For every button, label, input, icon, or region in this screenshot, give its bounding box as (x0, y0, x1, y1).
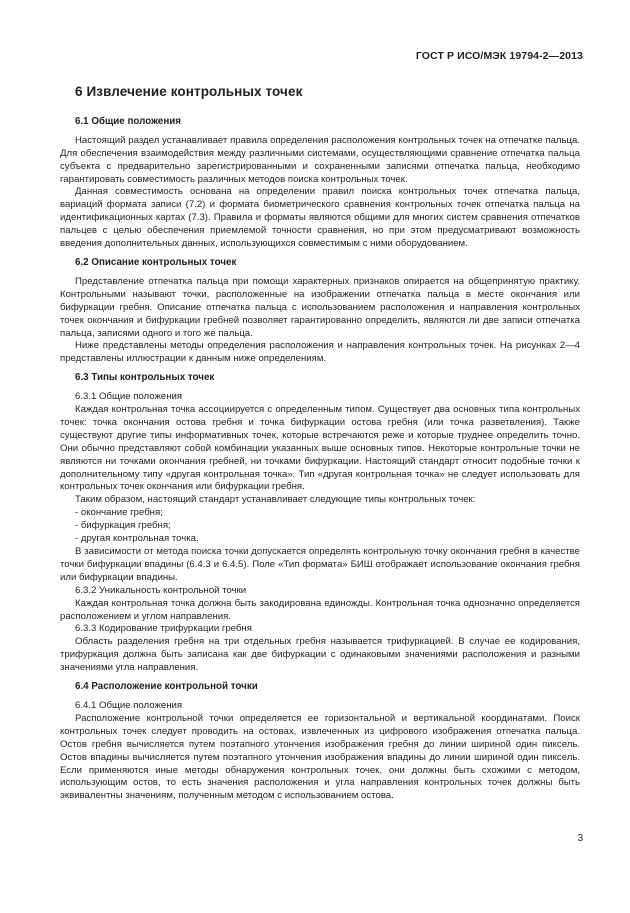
paragraph: Таким образом, настоящий стандарт устанавливает следующие типы контрольных точек: (75, 494, 476, 506)
clause-heading: 6.3.3 Кодирование трифуркации гребня (75, 623, 252, 635)
paragraph: Расположение контрольной точки определяется ее горизонтальной и вертикальной координатами. Поиск контрольных точек следует проводить на остовах, извлеченных из цифрового изображения отпечатка пальца. Остов гребня вычисляется путем поэтапного утончения изображения гребня до линии шириной один пиксель. Остов впадины вычисляется путем поэтапного утончения изображения впадины до линии шириной один пиксель. Если применяются иные методы обнаружения контрольных точек, они должны быть схожими с методом, использующим остов, то есть значения расположения и угла направления контрольных точек должны быть эквивалентны значениям, полученным методом с использованием остова. (60, 712, 580, 802)
paragraph: Представление отпечатка пальца при помощи характерных признаков опирается на общепринятую практику. Контрольными называют точки, расположенные на изображении отпечатка пальца в месте окончания или бифуркации гребня. Описание отпечатка пальца с использованием расположения и направления контрольных точек окончания и бифуркации гребней позволяет гарантированно определить, являются ли две записи отпечатка пальца, записями одного и того же пальца. (60, 275, 580, 339)
subsection-heading: 6.2 Описание контрольных точек (75, 256, 237, 268)
paragraph: Каждая контрольная точка должна быть закодирована единожды. Контрольная точка однозначно определяется расположением и углом направления. (60, 597, 580, 622)
section-title: 6 Извлечение контрольных точек (75, 84, 303, 99)
subsection-heading: 6.1 Общие положения (75, 115, 182, 127)
page-content (60, 86, 580, 809)
paragraph: Ниже представлены методы определения расположения и направления контрольных точек. На рисунках 2—4 представлены иллюстрации к данным ниже определениям. (60, 340, 580, 365)
page-number: 3 (577, 833, 583, 844)
paragraph: Область разделения гребня на три отдельных гребня называется трифуркацией. В случае ее кодирования, трифуркация должна быть записана как две бифуркации с одинаковыми значениями расположения и разными значениями угла направления. (60, 636, 580, 674)
paragraph: В зависимости от метода поиска точки допускается определять контрольную точку окончания гребня в качестве точки бифуркации впадины (6.4.3 и 6.4.5). Поле «Тип формата» БИШ отображает использование окончания гребня или бифуркации впадины. (60, 546, 580, 583)
list-item: - окончание гребня; (75, 507, 163, 519)
paragraph: Данная совместимость основана на определении правил поиска контрольных точек отпечатка пальца, вариаций формата записи (7.2) и формата биометрического сравнения контрольных точек отпечатка пальца на идентификационных картах (7.3). Правила и форматы являются общими для многих систем сравнения отпечатков пальцев с целью обеспечения приемлемой точности сравнения, но при этом предусматривают возможность введения дополнительных данных, использующихся совместимым с ними оборудованием. (60, 186, 580, 250)
list-item: - бифуркация гребня; (75, 520, 171, 532)
clause-heading: 6.3.1 Общие положения (75, 391, 183, 403)
subsection-heading: 6.3 Типы контрольных точек (75, 372, 215, 384)
list-item: - другая контрольная точка. (75, 533, 199, 545)
subsection-6-3 (60, 372, 580, 675)
subsection-6-4 (60, 681, 580, 803)
clause-heading: 6.3.2 Уникальность контрольной точки (75, 584, 247, 596)
paragraph: Каждая контрольная точка ассоциируется с определенным типом. Существует два основных типа контрольных точек: точка окончания остова гребня и точка бифуркации остова гребня (или точка разветвления). Также существуют другие типы информативных точек, которые встречаются реже и которые труднее определить точно. Они обычно представляют собой комбинации указанных выше основных типов. Некоторые контрольные точки не являются ни точками окончания гребней, ни точками бифуркации. Настоящий стандарт относит подобные точки к дополнительному типу «другая контрольная точка». Тип «другая контрольная точка» не следует использовать для контрольных точек окончания или бифуркации гребня. (60, 404, 580, 493)
document-code: ГОСТ Р ИСО/МЭК 19794-2—2013 (415, 50, 583, 62)
paragraph: Настоящий раздел устанавливает правила определения расположения контрольных точек на отпечатке пальца. Для обеспечения взаимодействия между различными системами, осуществляющими сравнение отпечатка пальца субъекта с предварительно зарегистрированными и сохраненными записями отпечатка пальца, необходимо гарантировать совместимость различных методов поиска контрольных точек. (60, 134, 580, 185)
subsection-heading: 6.4 Расположение контрольной точки (75, 681, 258, 693)
subsection-6-2 (60, 257, 580, 366)
clause-heading: 6.4.1 Общие положения (75, 699, 183, 711)
subsection-6-1 (60, 116, 580, 251)
